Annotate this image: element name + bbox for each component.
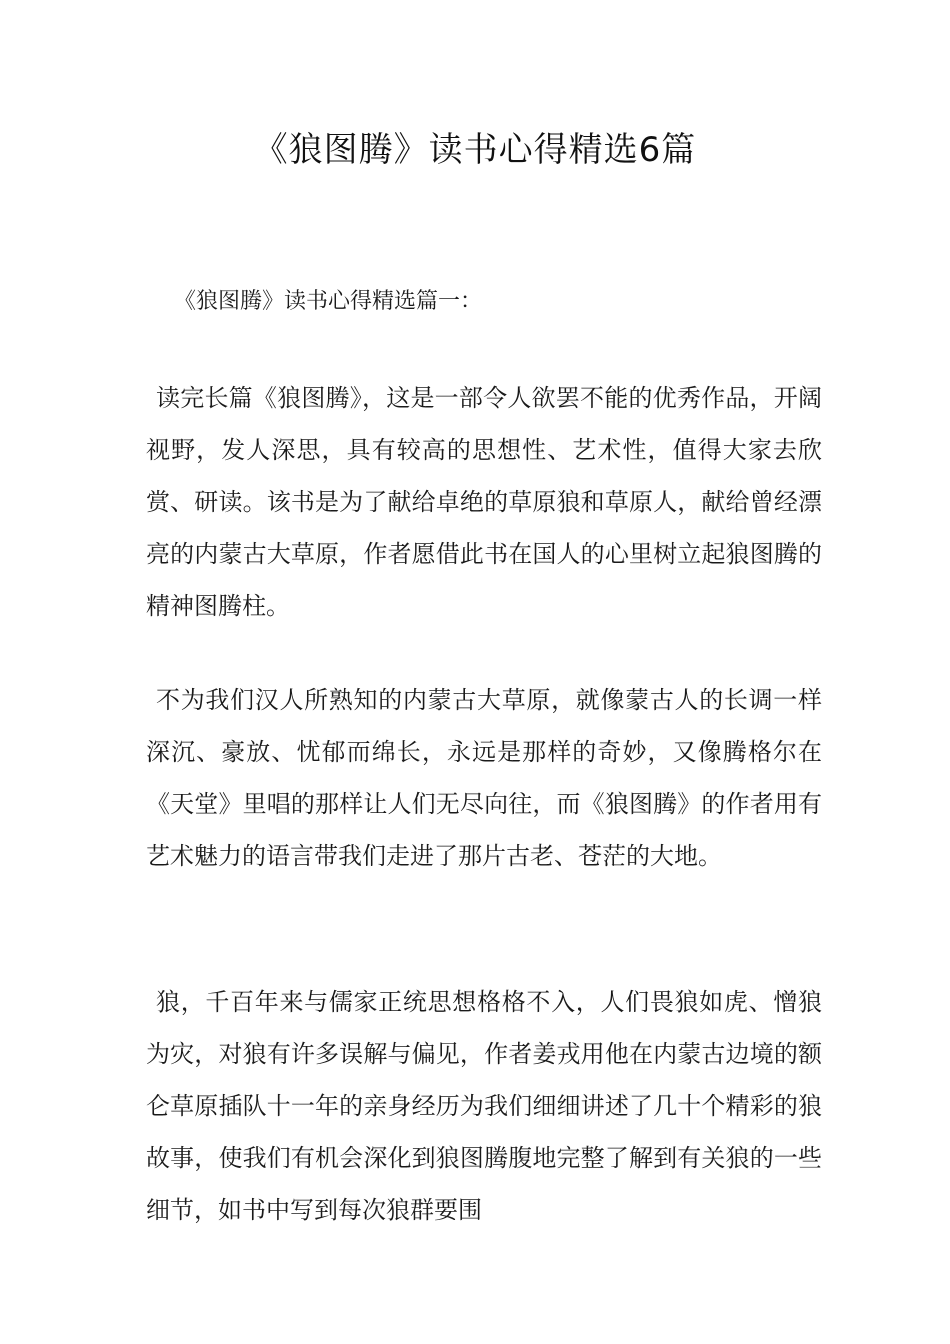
- section-heading: 《狼图腾》读书心得精选篇一：: [174, 289, 483, 314]
- document-title: 《狼图腾》读书心得精选6篇: [253, 130, 697, 170]
- paragraph-3: 狼，千百年来与儒家正统思想格格不入，人们畏狼如虎、憎狼为灾，对狼有许多误解与偏见，作者姜戎用他在内蒙古边境的额仑草原插队十一年的亲身经历为我们细细讲述了几十个精彩的狼故事，使我们有机会深化到狼图腾腹地完整了解到有关狼的一些细节，如书中写到每次狼群要围: [146, 988, 822, 1224]
- paragraph-2: 不为我们汉人所熟知的内蒙古大草原，就像蒙古人的长调一样深沉、豪放、忧郁而绵长，永远是那样的奇妙，又像腾格尔在《天堂》里唱的那样让人们无尽向往，而《狼图腾》的作者用有艺术魅力的语言带我们走进了那片古老、苍茫的大地。: [146, 686, 822, 870]
- paragraph-1: 读完长篇《狼图腾》，这是一部令人欲罢不能的优秀作品，开阔视野，发人深思，具有较高的思想性、艺术性，值得大家去欣赏、研读。该书是为了献给卓绝的草原狼和草原人，献给曾经漂亮的内蒙古大草原，作者愿借此书在国人的心里树立起狼图腾的精神图腾柱。: [146, 384, 822, 620]
